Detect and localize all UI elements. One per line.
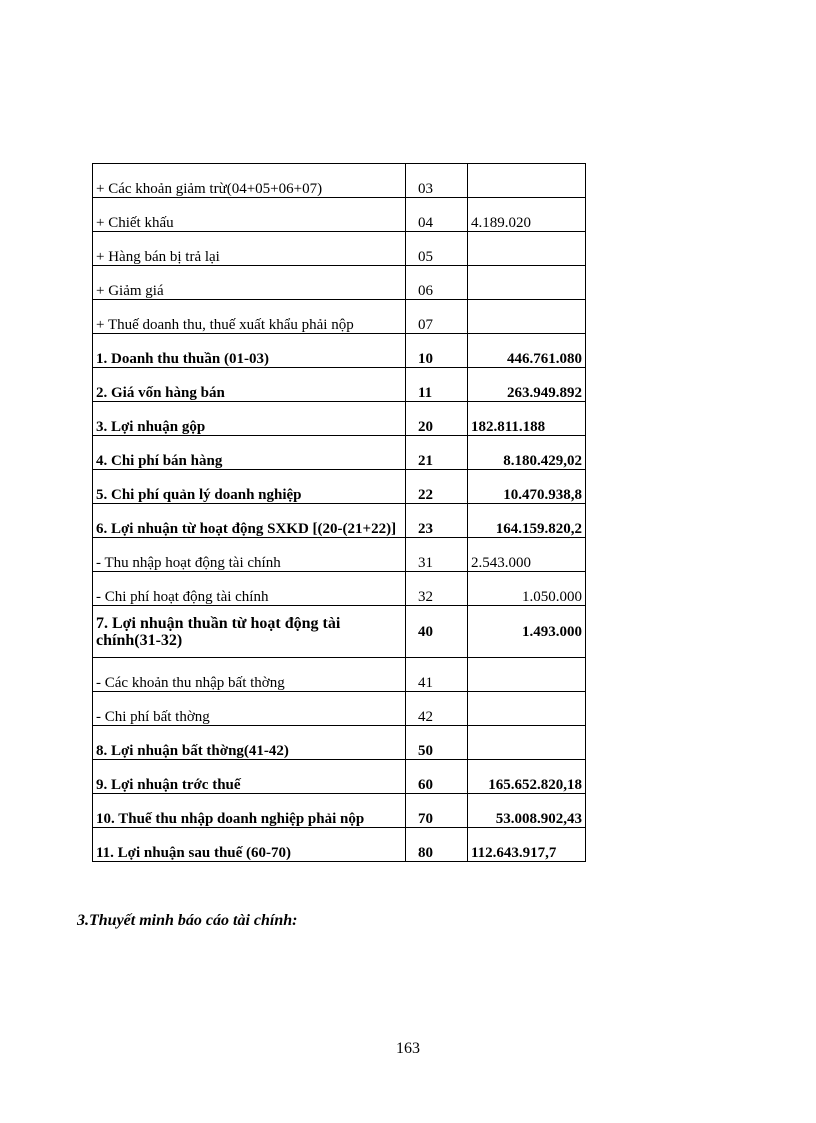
row-value: 165.652.820,18 [468, 760, 586, 794]
row-code: 80 [406, 828, 468, 862]
table-row [93, 658, 586, 692]
row-value [468, 232, 586, 266]
table-row [93, 828, 586, 862]
row-value: 182.811.188 [468, 402, 586, 436]
row-code: 32 [406, 572, 468, 606]
row-label: - Chi phí bất thờng [93, 692, 406, 726]
row-value: 164.159.820,2 [468, 504, 586, 538]
row-code: 11 [406, 368, 468, 402]
table-row [93, 164, 586, 198]
table-row [93, 794, 586, 828]
table-row [93, 606, 586, 658]
row-code: 05 [406, 232, 468, 266]
row-code: 06 [406, 266, 468, 300]
row-value: 10.470.938,8 [468, 470, 586, 504]
section-heading: 3.Thuyết minh báo cáo tài chính: [77, 912, 298, 929]
row-value [468, 658, 586, 692]
row-value: 263.949.892 [468, 368, 586, 402]
row-value: 53.008.902,43 [468, 794, 586, 828]
table-row [93, 760, 586, 794]
row-code: 03 [406, 164, 468, 198]
row-label: - Các khoản thu nhập bất thờng [93, 658, 406, 692]
row-code: 07 [406, 300, 468, 334]
table-row [93, 692, 586, 726]
row-label: 6. Lợi nhuận từ hoạt động SXKD [(20-(21+22)] [93, 504, 406, 538]
row-value: 8.180.429,02 [468, 436, 586, 470]
row-value: 446.761.080 [468, 334, 586, 368]
table-row [93, 334, 586, 368]
row-label: 9. Lợi nhuận trớc thuế [93, 760, 406, 794]
row-code: 42 [406, 692, 468, 726]
table-row [93, 368, 586, 402]
table-row [93, 726, 586, 760]
row-label: 2. Giá vốn hàng bán [93, 368, 406, 402]
row-code: 23 [406, 504, 468, 538]
row-code: 20 [406, 402, 468, 436]
row-label: + Thuế doanh thu, thuế xuất khẩu phải nộp [93, 300, 406, 334]
income-statement-table [92, 163, 586, 862]
table-row [93, 266, 586, 300]
row-label: 1. Doanh thu thuần (01-03) [93, 334, 406, 368]
row-value [468, 266, 586, 300]
row-label: - Chi phí hoạt động tài chính [93, 572, 406, 606]
row-value: 4.189.020 [468, 198, 586, 232]
table-row [93, 504, 586, 538]
row-label: + Hàng bán bị trả lại [93, 232, 406, 266]
row-value [468, 726, 586, 760]
row-label: - Thu nhập hoạt động tài chính [93, 538, 406, 572]
row-label: 10. Thuế thu nhập doanh nghiệp phải nộp [93, 794, 406, 828]
row-code: 10 [406, 334, 468, 368]
row-code: 40 [406, 606, 468, 658]
row-label: 7. Lợi nhuận thuần từ hoạt động tài chính(31-32) [93, 606, 406, 658]
table-row [93, 572, 586, 606]
row-label: 3. Lợi nhuận gộp [93, 402, 406, 436]
row-code: 70 [406, 794, 468, 828]
row-label: 4. Chi phí bán hàng [93, 436, 406, 470]
row-value: 112.643.917,7 [468, 828, 586, 862]
row-value [468, 164, 586, 198]
table-row [93, 232, 586, 266]
row-code: 50 [406, 726, 468, 760]
row-code: 21 [406, 436, 468, 470]
row-code: 31 [406, 538, 468, 572]
row-code: 60 [406, 760, 468, 794]
row-value: 1.050.000 [468, 572, 586, 606]
table-row [93, 300, 586, 334]
row-value [468, 300, 586, 334]
table-row [93, 436, 586, 470]
table-row [93, 470, 586, 504]
row-label: 8. Lợi nhuận bất thờng(41-42) [93, 726, 406, 760]
row-value: 1.493.000 [468, 606, 586, 658]
table-row [93, 538, 586, 572]
row-label: 11. Lợi nhuận sau thuế (60-70) [93, 828, 406, 862]
table-row [93, 402, 586, 436]
row-code: 04 [406, 198, 468, 232]
row-value: 2.543.000 [468, 538, 586, 572]
row-value [468, 692, 586, 726]
row-code: 41 [406, 658, 468, 692]
row-label: 5. Chi phí quản lý doanh nghiệp [93, 470, 406, 504]
row-code: 22 [406, 470, 468, 504]
row-label: + Chiết khấu [93, 198, 406, 232]
row-label: + Các khoản giảm trừ(04+05+06+07) [93, 164, 406, 198]
table-row [93, 198, 586, 232]
row-label: + Giảm giá [93, 266, 406, 300]
page-number: 163 [396, 1040, 420, 1057]
